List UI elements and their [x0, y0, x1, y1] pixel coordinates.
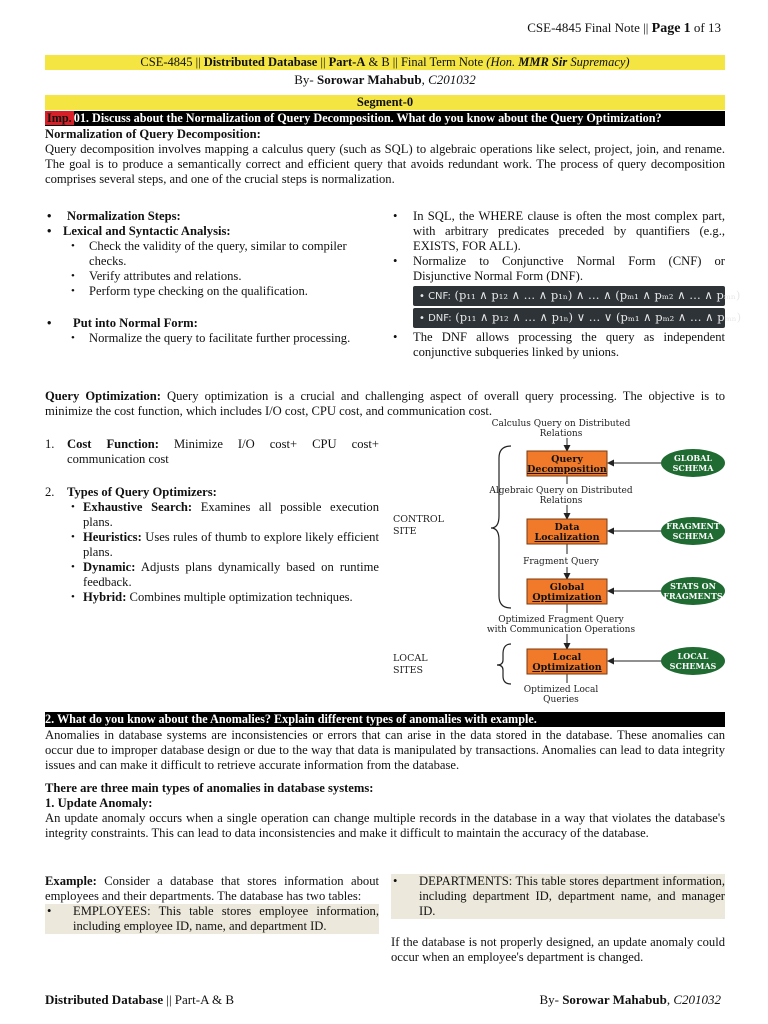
box3-line2: Optimization	[532, 592, 602, 603]
type-name: Exhaustive Search:	[83, 500, 193, 514]
cost-title: Cost Function:	[67, 437, 159, 451]
cnf-expression: (p₁₁ ∧ p₁₂ ∧ … ∧ p₁ₙ) ∧ … ∧ (pₘ₁ ∧ pₘ₂ ∧ … ∧ pₘₙ)	[454, 288, 741, 302]
title-course: CSE-4845	[140, 55, 193, 69]
s2-line2: SCHEMA	[672, 531, 714, 541]
cost-text: Minimize I/O cost+ CPU cost+ communication cost	[67, 437, 379, 466]
optimizer-list	[45, 437, 379, 605]
optimizer-type	[45, 560, 379, 590]
footer-id: C201032	[673, 992, 721, 1007]
optimizer-type	[45, 590, 379, 605]
cnf-label: • CNF:	[419, 291, 451, 302]
cost-num: 1.	[45, 437, 55, 451]
header-sep: ||	[643, 20, 649, 35]
normalization-paragraph: Query decomposition involves mapping a calculus query (such as SQL) to algebraic operations like select, project, join, and rename. The goal is to produce a semantically correct and efficient query that avoids redundant work. The process of query decomposition comprises several steps, and one of the crucial steps is normalization.	[45, 142, 725, 186]
normalization-section	[45, 127, 725, 187]
type-name: Hybrid:	[83, 590, 127, 604]
s3-line2: FRAGMENTS	[663, 591, 723, 601]
box3-line1: Global	[549, 582, 585, 593]
fragment-query-label: Fragment Query	[523, 557, 599, 567]
where-clause-item: • In SQL, the WHERE clause is often the most complex part, with arbitrary predicates preceded by quantifiers (e.g., EXISTS, FOR ALL).	[391, 209, 725, 254]
header-page-of: of 13	[693, 20, 721, 35]
local-sites-label-2: SITES	[393, 665, 424, 676]
footer-subject: Distributed Database	[45, 992, 164, 1007]
alg-label-2: Relations	[539, 496, 583, 506]
schema-ellipses	[661, 449, 725, 675]
example-paragraph	[45, 874, 379, 904]
s1-line2: SCHEMA	[672, 463, 714, 473]
header-page-num: 1	[683, 21, 691, 36]
byline-author: Sorowar Mahabub	[316, 72, 422, 87]
local-sites-brace	[497, 644, 511, 684]
update-anomaly-heading: 1. Update Anomaly:	[45, 796, 153, 810]
calc-label-1: Calculus Query on Distributed	[491, 419, 631, 429]
document-page	[45, 0, 742, 1024]
type-text: Adjusts plans dynamically based on runtime feedback.	[83, 560, 379, 589]
normal-form-column	[391, 209, 742, 360]
optimizer-type	[45, 530, 379, 560]
question-1-bar	[45, 111, 725, 126]
departments-column	[391, 874, 725, 965]
segment-band: Segment-0	[45, 95, 725, 110]
update-tail-paragraph: If the database is not properly designed, an update anomaly could occur when an employee's department is changed.	[391, 935, 725, 964]
anomalies-section	[45, 728, 725, 841]
box1-line2: Decomposition	[527, 464, 607, 475]
box2-line1: Data	[554, 522, 580, 533]
optimizer-type	[45, 500, 379, 530]
box4-line2: Optimization	[532, 662, 602, 673]
lexical-title: • Lexical and Syntactic Analysis:	[45, 224, 381, 239]
s1-line1: GLOBAL	[673, 453, 713, 463]
footer-author-name: Sorowar Mahabub	[562, 992, 667, 1007]
title-rest: & B || Final Term Note	[368, 55, 484, 69]
opt-label-2: with Communication Operations	[486, 625, 636, 635]
title-hon-name: MMR Sir	[518, 55, 568, 69]
byline-prefix: By-	[294, 72, 314, 87]
control-site-brace	[491, 446, 511, 608]
control-site-label-1: CONTROL	[393, 514, 444, 525]
title-part: Part-A	[328, 55, 366, 69]
nf-item: • Normalize the query to facilitate further processing.	[45, 331, 381, 346]
departments-table-item: • DEPARTMENTS: This table stores department information, including department ID, department name, and manager ID.	[391, 874, 725, 919]
imp-tag: Imp.	[47, 111, 72, 125]
type-name: Dynamic:	[83, 560, 136, 574]
lex-item: • Perform type checking on the qualification.	[45, 284, 381, 299]
normal-form-title: • Put into Normal Form:	[45, 316, 381, 331]
title-subject: Distributed Database	[203, 55, 318, 69]
example-text: Consider a database that stores information about employees and their departments. The database has two tables:	[45, 874, 379, 903]
normalization-heading: Normalization of Query Decomposition:	[45, 127, 261, 141]
s4-line1: LOCAL	[677, 651, 709, 661]
local-result-1: Optimized Local	[523, 685, 599, 695]
qopt-lead: Query Optimization:	[45, 389, 161, 403]
cnf-formula	[413, 286, 741, 306]
header-course: CSE-4845 Final Note	[527, 20, 640, 35]
footer-prefix: By-	[539, 992, 559, 1007]
lex-item: • Verify attributes and relations.	[45, 269, 381, 284]
s2-line1: FRAGMENT	[666, 521, 720, 531]
s3-line1: STATS ON	[670, 581, 716, 591]
byline: By- Sorowar Mahabub, C201032	[294, 72, 476, 87]
cost-function-item	[45, 437, 379, 467]
query-processing-diagram	[387, 418, 725, 708]
question-2-bar: 2. What do you know about the Anomalies? Explain different types of anomalies with example.	[45, 712, 725, 727]
title-band: CSE-4845 || Distributed Database || Part-A & B || Final Term Note (Hon. MMR Sir Supremacy)	[45, 55, 725, 70]
page-footer	[45, 992, 725, 1007]
types-title: Types of Query Optimizers:	[67, 485, 217, 499]
employees-table-item: • EMPLOYEES: This table stores employee information, including employee ID, name, and department ID.	[45, 904, 379, 934]
box2-line2: Localization	[534, 532, 600, 543]
box4-line1: Local	[552, 652, 582, 663]
dnf-expression: (p₁₁ ∧ p₁₂ ∧ … ∧ p₁ₙ) ∨ … ∨ (pₘ₁ ∧ pₘ₂ ∧ … ∧ pₘₙ)	[455, 310, 742, 324]
type-text: Combines multiple optimization techniques.	[129, 590, 353, 604]
anomalies-paragraph: Anomalies in database systems are inconsistencies or errors that can arise in the data stored in the database. These anomalies can occur due to improper database design or due to the way that data is manipulated by transactions. Anomalies can lead to data integrity issues and can make it difficult to retrieve accurate information from the database.	[45, 728, 725, 772]
steps-title: • Normalization Steps:	[45, 209, 381, 224]
normalization-steps-column	[45, 209, 381, 346]
type-text: Uses rules of thumb to explore likely efficient plans.	[83, 530, 379, 559]
calc-label-2: Relations	[539, 429, 583, 439]
dnf-note-item: • The DNF allows processing the query as independent conjunctive subqueries linked by unions.	[391, 330, 725, 360]
query-optimization-intro	[45, 389, 725, 419]
type-text: Examines all possible execution plans.	[83, 500, 380, 529]
type-name: Heuristics:	[83, 530, 142, 544]
dnf-formula	[413, 308, 742, 328]
types-title-item	[45, 485, 379, 500]
header-page-word: Page	[651, 21, 681, 36]
footer-rest: || Part-A & B	[166, 992, 235, 1007]
alg-label-1: Algebraic Query on Distributed	[489, 486, 633, 496]
dnf-label: • DNF:	[419, 313, 452, 324]
opt-label-1: Optimized Fragment Query	[498, 615, 624, 625]
example-lead: Example:	[45, 874, 97, 888]
normalize-item: • Normalize to Conjunctive Normal Form (CNF) or Disjunctive Normal Form (DNF).	[391, 254, 725, 284]
local-result-2: Queries	[543, 695, 579, 705]
qopt-paragraph: Query optimization is a crucial and challenging aspect of overall query processing. The objective is to minimize the cost function, which includes I/O cost, CPU cost, and communication cost.	[45, 389, 725, 418]
footer-author: By- Sorowar Mahabub, C201032	[539, 992, 721, 1007]
box1-line1: Query	[551, 454, 583, 465]
types-num: 2.	[45, 485, 55, 499]
example-column	[45, 874, 379, 934]
byline-id: C201032	[428, 72, 476, 87]
local-sites-label-1: LOCAL	[393, 653, 428, 664]
s4-line2: SCHEMAS	[669, 661, 717, 671]
update-anomaly-paragraph: An update anomaly occurs when a single operation can change multiple records in the database in a way that violates the database's integrity constraints. This can lead to data inconsistencies and make it difficult to maintain the accuracy of the database.	[45, 811, 725, 840]
lex-item: • Check the validity of the query, similar to compiler checks.	[45, 239, 381, 269]
page-header	[527, 20, 721, 36]
three-types-heading: There are three main types of anomalies in database systems:	[45, 781, 374, 795]
control-site-label-2: SITE	[393, 526, 417, 537]
question-1-text: 01. Discuss about the Normalization of Query Decomposition. What do you know about the Query Optimization?	[73, 111, 662, 125]
title-hon-pre: (Hon.	[486, 55, 516, 69]
title-hon-post: Supremacy)	[570, 55, 630, 69]
